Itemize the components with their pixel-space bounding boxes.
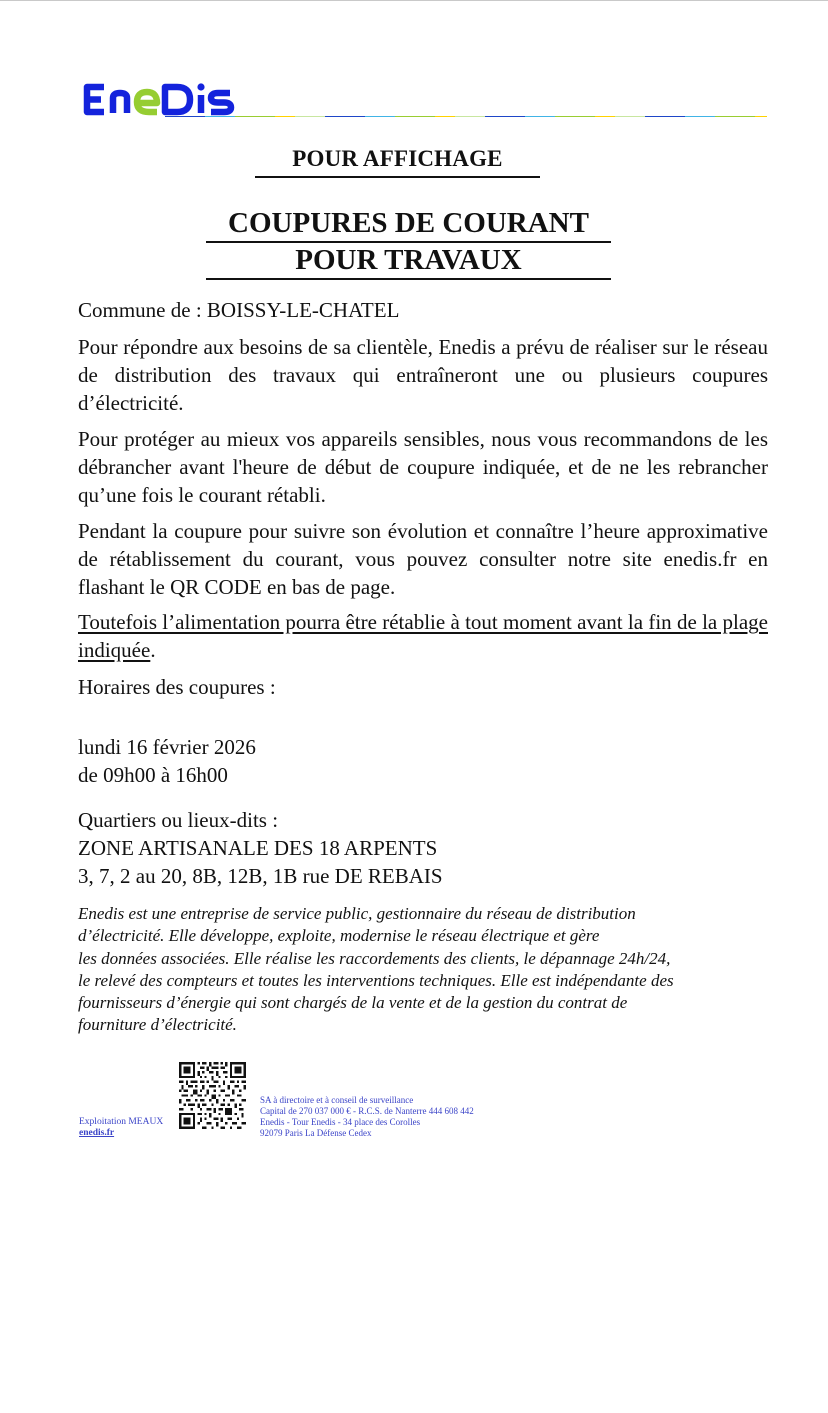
paragraph-intro: Pour répondre aux besoins de sa clientèle, Enedis a prévu de réaliser sur le réseau de distribution des travaux qui entraîneront une ou plusieurs coupures d’électricité. — [78, 335, 768, 415]
paragraph-advice: Pour protéger au mieux vos appareils sensibles, nous vous recommandons de les débrancher avant l'heure de début de coupure indiquée, et de ne les rebrancher qu’une fois le courant rétabli. — [78, 427, 768, 507]
about-line: les données associées. Elle réalise les raccordements des clients, le dépannage 24h/24, — [78, 948, 671, 968]
title-line-2: POUR TRAVAUX — [206, 243, 611, 280]
schedule-label: Horaires des coupures : — [78, 675, 276, 699]
restoration-notice-text: Toutefois l’alimentation pourra être rétablie à tout moment avant la fin de la plage indiquée — [78, 610, 768, 662]
legal-line: SA à directoire et à conseil de surveillance — [260, 1095, 414, 1105]
qr-code[interactable] — [179, 1062, 246, 1129]
poster-title — [206, 206, 611, 280]
about-line: d’électricité. Elle développe, exploite, modernise le réseau électrique et gère — [78, 926, 600, 946]
top-border — [0, 0, 828, 1]
title-line-1: COUPURES DE COURANT — [206, 206, 611, 243]
restoration-notice — [78, 608, 768, 664]
legal-line: 92079 Paris La Défense Cedex — [260, 1128, 372, 1138]
about-line: Enedis est une entreprise de service public, gestionnaire du réseau de distribution — [78, 904, 636, 923]
places-label: Quartiers ou lieux-dits : — [78, 808, 279, 832]
place-zone: ZONE ARTISANALE DES 18 ARPENTS — [78, 836, 438, 860]
outage-hours: de 09h00 à 16h00 — [78, 763, 228, 787]
about-enedis — [78, 903, 768, 1037]
outage-date: lundi 16 février 2026 — [78, 735, 256, 759]
brand-rule — [165, 116, 767, 117]
legal-line: Capital de 270 037 000 € - R.C.S. de Nanterre 444 608 442 — [260, 1106, 474, 1116]
commune: Commune de : BOISSY-LE-CHATEL — [78, 298, 400, 322]
website-link[interactable]: enedis.fr — [79, 1128, 115, 1138]
paragraph-tracking: Pendant la coupure pour suivre son évolution et connaître l’heure approximative de rétablissement du courant, vous pouvez consulter notre site enedis.fr en flashant le QR CODE en bas de page. — [78, 519, 768, 599]
restoration-notice-end: . — [150, 638, 156, 662]
exploitation-label: Exploitation MEAUX — [79, 1117, 164, 1127]
about-line: le relevé des compteurs et toutes les interventions techniques. Elle est indépendante des — [78, 970, 674, 990]
footer-contact — [79, 1117, 163, 1139]
legal-line: Enedis - Tour Enedis - 34 place des Corolles — [260, 1117, 421, 1127]
enedis-logo — [79, 76, 259, 118]
poster-label: POUR AFFICHAGE — [255, 146, 540, 178]
about-line: fournisseurs d’énergie qui sont chargés de la vente et de la gestion du contrat de — [78, 993, 628, 1013]
legal-info — [260, 1095, 474, 1139]
about-line: fourniture d’électricité. — [78, 1015, 237, 1035]
place-streets: 3, 7, 2 au 20, 8B, 12B, 1B rue DE REBAIS — [78, 864, 443, 888]
